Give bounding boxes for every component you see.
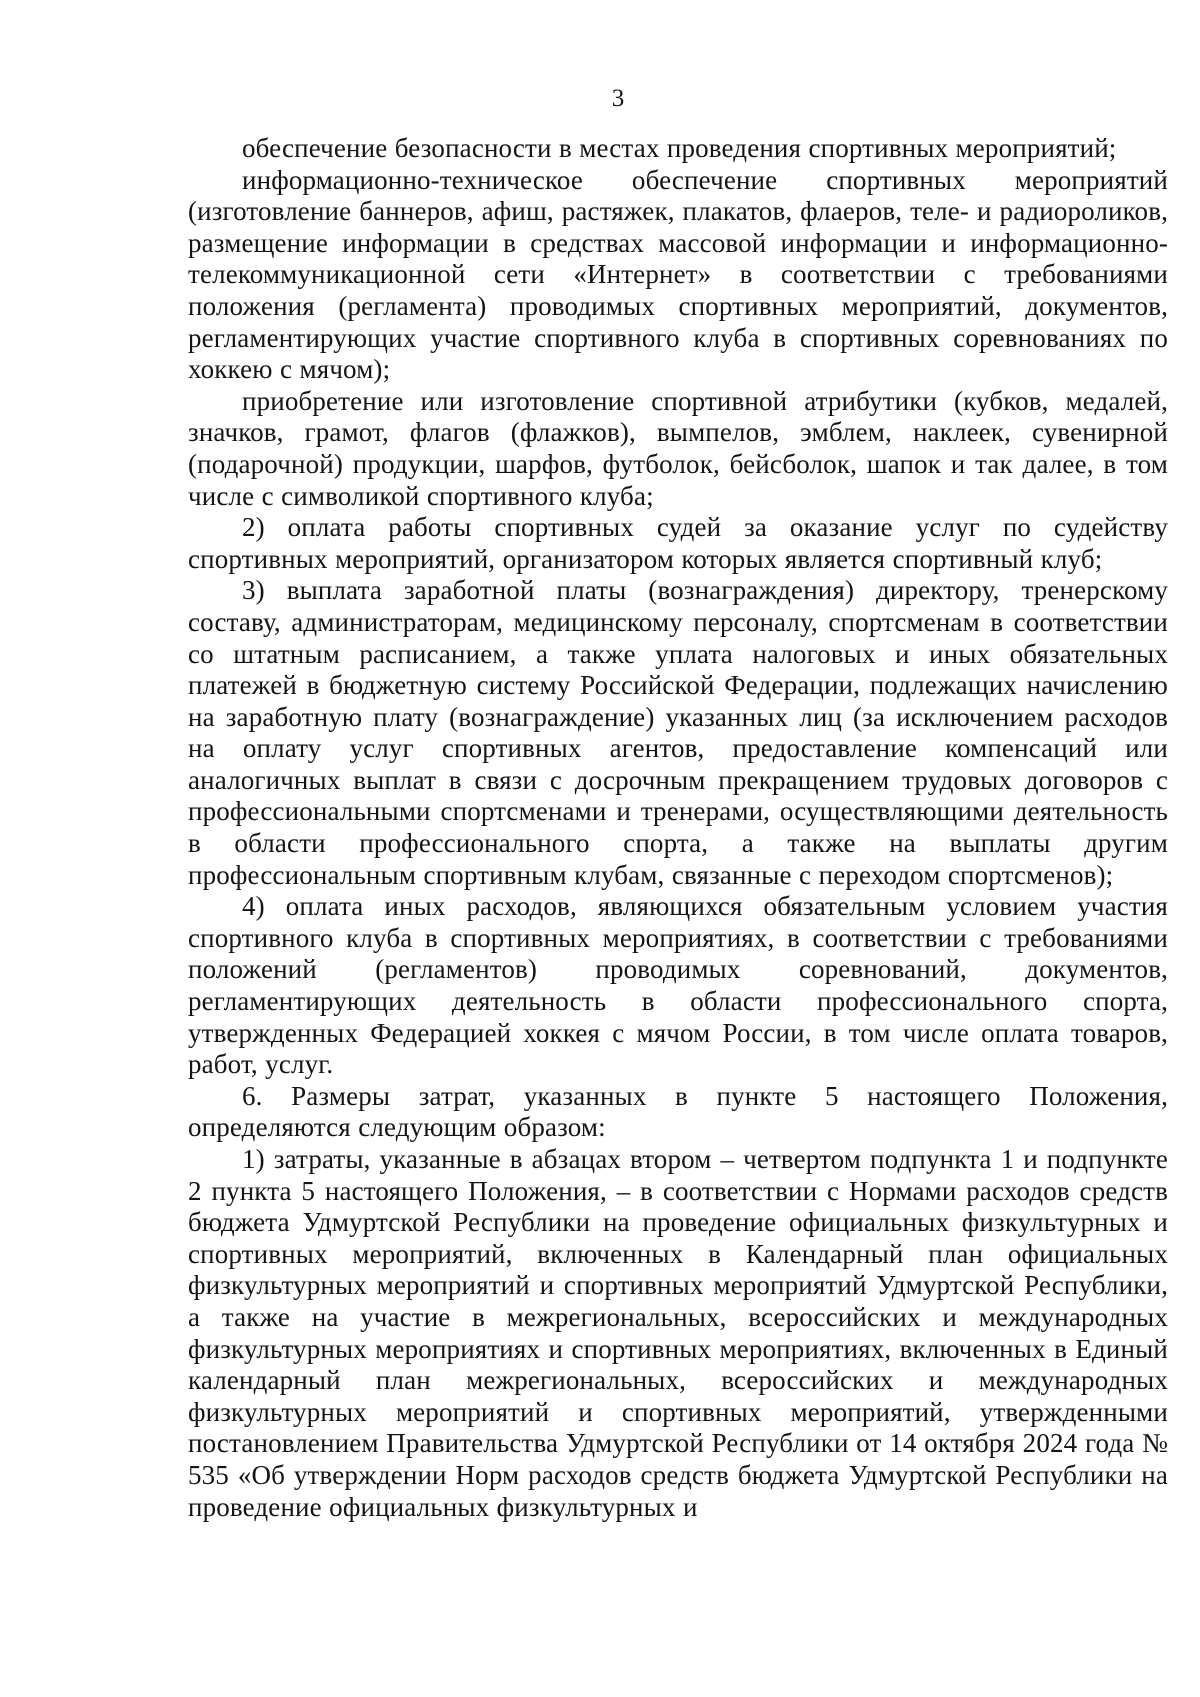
paragraph-safety: обеспечение безопасности в местах проведения спортивных мероприятий; bbox=[242, 133, 1117, 163]
paragraph-info-technical-support: информационно-техническое обеспечение спортивных мероприятий (изготовление баннеров, афиш, растяжек, плакатов, флаеров, теле- и радиороликов, размещение информации в средствах массовой информации и информационно-телекоммуникационной сети «Интернет» в соответствии с требованиями положения (регламента) проводимых спортивных мероприятий, документов, регламентирующих участие спортивного клуба в спортивных соревнованиях по хоккею с мячом); bbox=[188, 164, 1168, 385]
paragraph-sports-attributes: приобретение или изготовление спортивной атрибутики (кубков, медалей, значков, грамот, флагов (флажков), вымпелов, эмблем, наклеек, сувенирной (подарочной) продукции, шарфов, футболок, бейсболок, шапок и так далее, в том числе с символикой спортивного клуба; bbox=[188, 385, 1168, 511]
paragraph-section-6-item-1: 1) затраты, указанные в абзацах втором – четвертом подпункта 1 и подпункте 2 пункта 5 настоящего Положения, – в соответствии с Нормами расходов средств бюджета Удмуртской Республики на проведение официальных физкультурных и спортивных мероприятий, включенных в Календарный план официальных физкультурных мероприятий и спортивных мероприятий Удмуртской Республики, а также на участие в межрегиональных, всероссийских и международных физкультурных мероприятиях и спортивных мероприятиях, включенных в Единый календарный план межрегиональных, всероссийских и международных физкультурных мероприятий и спортивных мероприятий, утвержденными постановлением Правительства Удмуртской Республики от 14 октября 2024 года № 535 «Об утверждении Норм расходов средств бюджета Удмуртской Республики на проведение официальных физкультурных и bbox=[188, 1144, 1168, 1522]
paragraph-item-2-referees: 2) оплата работы спортивных судей за оказание услуг по судейству спортивных мероприятий, организатором которых является спортивный клуб; bbox=[188, 512, 1168, 574]
paragraph-section-6: 6. Размеры затрат, указанных в пункте 5 настоящего Положения, определяются следующим образом: bbox=[188, 1080, 1168, 1143]
page-number: 3 bbox=[611, 85, 625, 112]
paragraph-item-4-other-expenses: 4) оплата иных расходов, являющихся обязательным условием участия спортивного клуба в спортивных мероприятиях, в соответствии с требованиями положений (регламентов) проводимых соревнований, документов, регламентирующих деятельность в области профессионального спорта, утвержденных Федерацией хоккея с мячом России, в том числе оплата товаров, работ, услуг. bbox=[188, 891, 1168, 1080]
document-body bbox=[188, 133, 1168, 1523]
paragraph-item-3-salaries: 3) выплата заработной платы (вознаграждения) директору, тренерскому составу, администраторам, медицинскому персоналу, спортсменам в соответствии со штатным расписанием, а также уплата налоговых и иных обязательных платежей в бюджетную систему Российской Федерации, подлежащих начислению на заработную плату (вознаграждение) указанных лиц (за исключением расходов на оплату услуг спортивных агентов, предоставление компенсаций или аналогичных выплат в связи с досрочным прекращением трудовых договоров с профессиональными спортсменами и тренерами, осуществляющими деятельность в области профессионального спорта, а также на выплаты другим профессиональным спортивным клубам, связанные с переходом спортсменов); bbox=[188, 575, 1168, 890]
